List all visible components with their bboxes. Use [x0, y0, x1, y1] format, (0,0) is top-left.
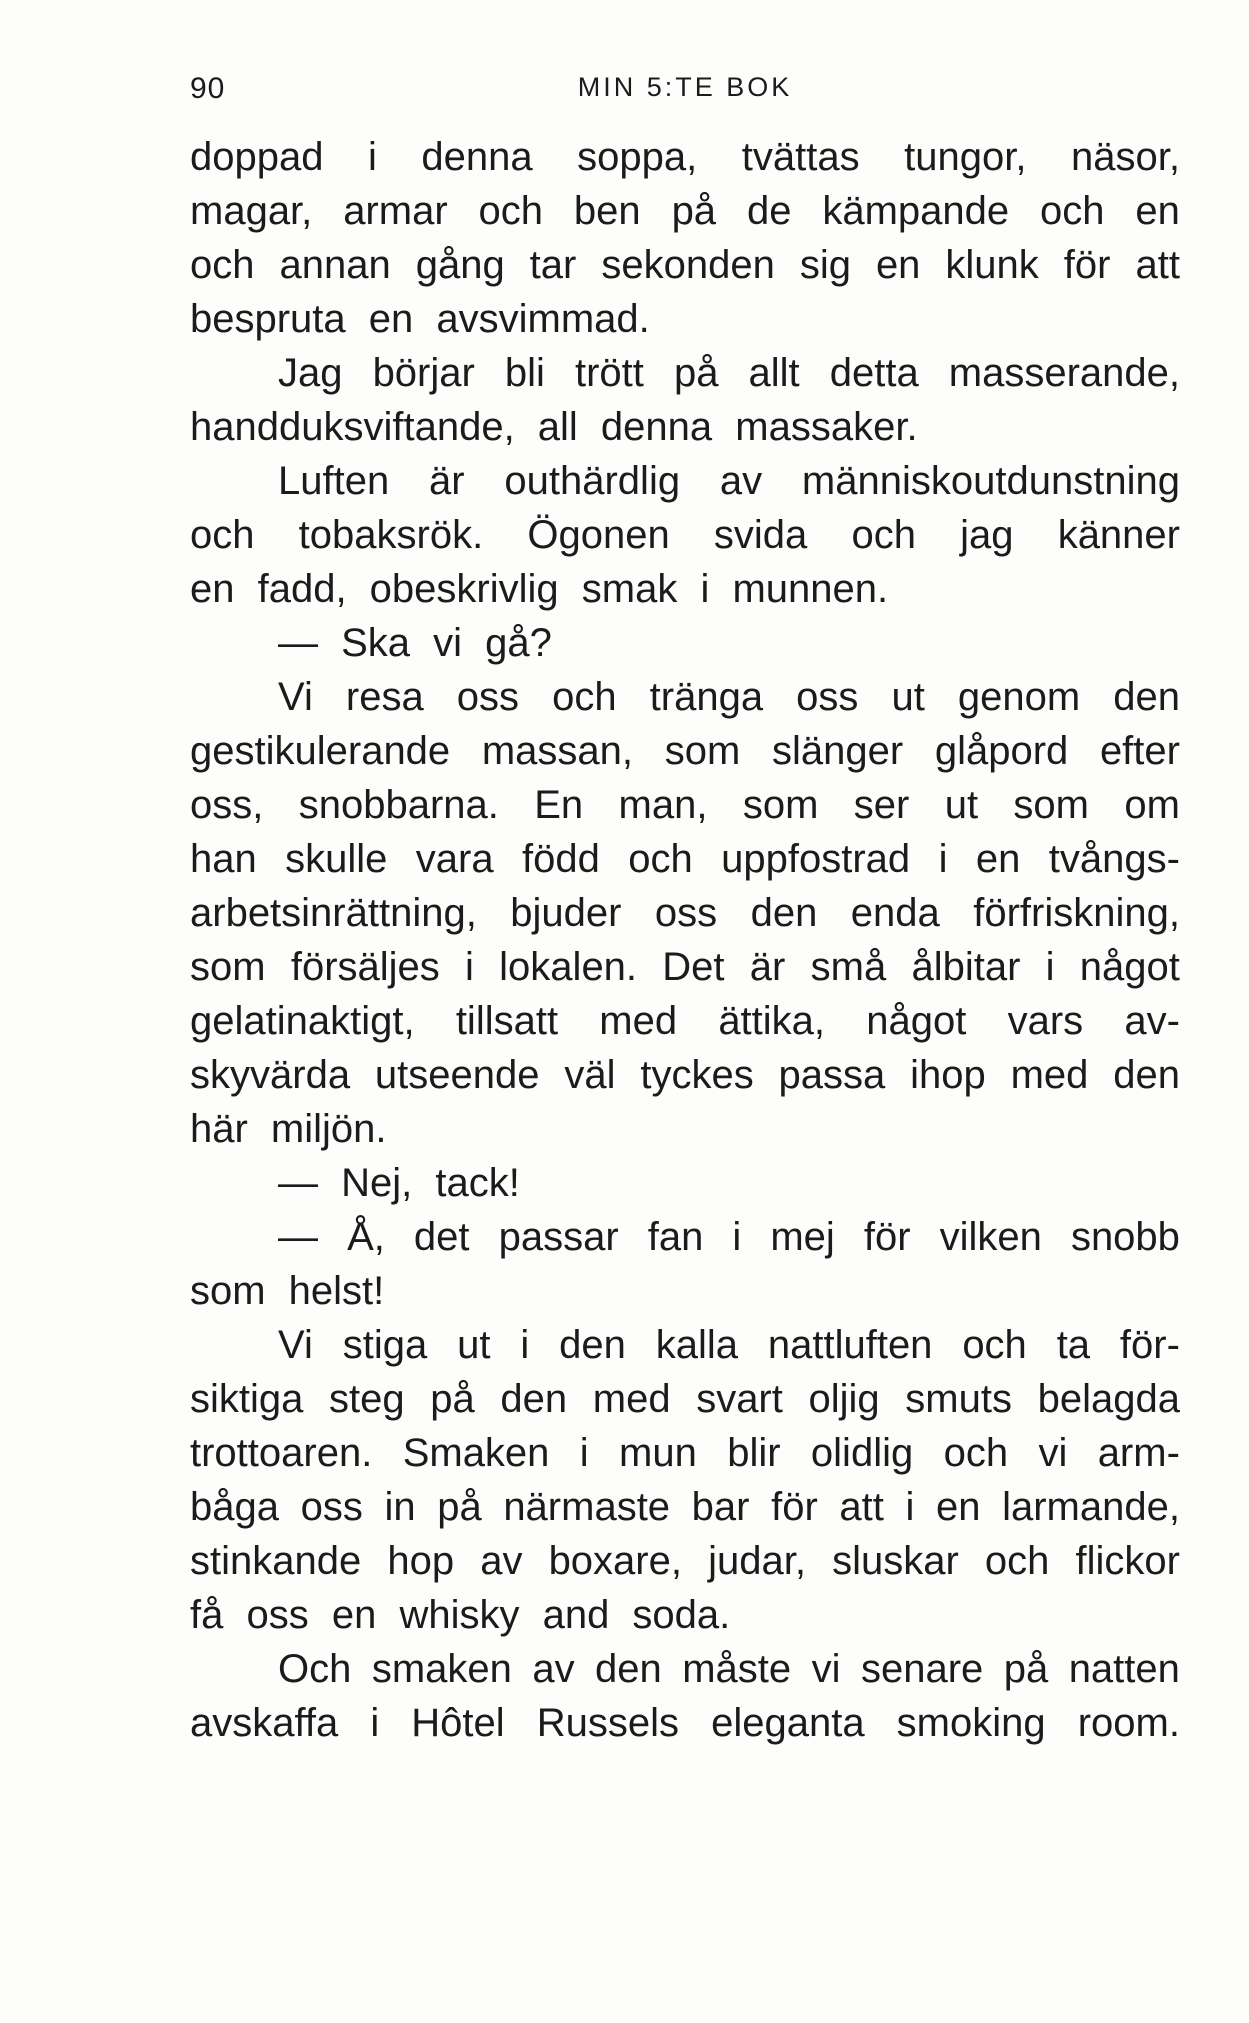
- text-line: [190, 994, 1180, 1048]
- word: jag: [960, 513, 1014, 557]
- word: soppa,: [577, 135, 698, 179]
- word: steg: [329, 1377, 405, 1421]
- word: ta: [1056, 1323, 1091, 1367]
- word: judar,: [708, 1539, 806, 1583]
- word: tränga: [649, 675, 764, 719]
- word: en: [875, 243, 921, 287]
- word: ser: [853, 783, 910, 827]
- word: av: [532, 1647, 575, 1691]
- word: vilken: [939, 1215, 1042, 1259]
- word: masserande,: [948, 351, 1180, 395]
- word: snobb: [1070, 1215, 1180, 1259]
- word: i: [732, 1215, 742, 1259]
- text-line: [190, 886, 1180, 940]
- word: senare: [860, 1647, 984, 1691]
- word: förfriskning,: [973, 891, 1180, 935]
- text-line: bespruta en avsvimmad.: [190, 297, 650, 341]
- word: i: [1045, 945, 1055, 989]
- word: med: [592, 1377, 671, 1421]
- text-line: [190, 184, 1180, 238]
- word: känner: [1057, 513, 1180, 557]
- word: och: [962, 1323, 1027, 1367]
- word: outhärdlig: [504, 459, 681, 503]
- word: smuts: [905, 1377, 1012, 1421]
- word: lokalen.: [499, 945, 638, 989]
- word: en: [1135, 189, 1180, 233]
- word: på: [437, 1485, 482, 1529]
- word: för: [771, 1485, 818, 1529]
- word: för: [863, 1215, 911, 1259]
- text-line: [190, 670, 1180, 724]
- page-number: 90: [190, 72, 226, 105]
- text-line: [190, 724, 1180, 778]
- word: som: [742, 783, 819, 827]
- word: han: [190, 837, 257, 881]
- word: mun: [619, 1431, 697, 1475]
- word: sig: [799, 243, 851, 287]
- running-title: MIN 5:TE BOK: [577, 72, 793, 102]
- word: smaken: [371, 1647, 512, 1691]
- running-head: [190, 72, 1180, 122]
- word: siktiga: [190, 1377, 304, 1421]
- word: att: [839, 1485, 884, 1529]
- text-line: [190, 130, 1180, 184]
- word: Vi: [278, 1323, 313, 1367]
- word: in: [384, 1485, 416, 1529]
- word: och: [478, 189, 544, 233]
- text-line: [190, 940, 1180, 994]
- word: gelatinaktigt,: [190, 999, 415, 1043]
- text-line: [190, 508, 1180, 562]
- word: svart: [696, 1377, 783, 1421]
- word: en: [975, 837, 1021, 881]
- word: för-: [1119, 1323, 1180, 1367]
- word: den: [1113, 1053, 1180, 1097]
- text-line: som helst!: [190, 1269, 385, 1313]
- text-line: [190, 1642, 1180, 1696]
- word: stinkande: [190, 1539, 362, 1583]
- word: belagda: [1037, 1377, 1180, 1421]
- word: kämpande: [822, 189, 1010, 233]
- word: olidlig: [810, 1431, 914, 1475]
- word: i: [520, 1323, 530, 1367]
- word: skulle: [285, 837, 388, 881]
- word: Hôtel: [411, 1701, 505, 1745]
- word: slänger: [771, 729, 904, 773]
- text-line: få oss en whisky and soda.: [190, 1593, 731, 1637]
- word: efter: [1099, 729, 1180, 773]
- word: Russels: [536, 1701, 680, 1745]
- word: man,: [618, 783, 708, 827]
- text-line: — Nej, tack!: [278, 1161, 520, 1205]
- word: detta: [829, 351, 919, 395]
- word: väl: [564, 1053, 616, 1097]
- word: oss: [300, 1485, 363, 1529]
- word: de: [746, 189, 792, 233]
- text-line: — Ska vi gå?: [278, 621, 552, 665]
- word: människoutdunstning: [801, 459, 1180, 503]
- word: oss: [456, 675, 520, 719]
- word: oss: [796, 675, 859, 719]
- word: glåpord: [934, 729, 1069, 773]
- word: om: [1124, 783, 1180, 827]
- word: En: [534, 783, 584, 827]
- word: i: [938, 837, 948, 881]
- word: med: [1010, 1053, 1089, 1097]
- word: bli: [504, 351, 545, 395]
- word: fan: [647, 1215, 704, 1259]
- word: den: [750, 891, 818, 935]
- word: Luften: [278, 459, 390, 503]
- word: Jag: [278, 351, 343, 395]
- text-line: [190, 1426, 1180, 1480]
- word: som: [1013, 783, 1089, 827]
- word: flickor: [1075, 1539, 1180, 1583]
- word: skyvärda: [190, 1053, 351, 1097]
- word: boxare,: [548, 1539, 682, 1583]
- word: oljig: [808, 1377, 880, 1421]
- word: och: [190, 243, 255, 287]
- word: gestikulerande: [190, 729, 451, 773]
- word: —: [278, 1215, 318, 1259]
- word: blir: [727, 1431, 781, 1475]
- word: genom: [957, 675, 1081, 719]
- word: det: [413, 1215, 470, 1259]
- word: ben: [573, 189, 641, 233]
- word: i: [579, 1431, 589, 1475]
- word: och: [552, 675, 617, 719]
- word: massan,: [481, 729, 634, 773]
- word: ut: [891, 675, 925, 719]
- word: måste: [682, 1647, 792, 1691]
- word: arm-: [1097, 1431, 1180, 1475]
- word: ut: [457, 1323, 491, 1367]
- word: sluskar: [832, 1539, 959, 1583]
- word: oss: [654, 891, 718, 935]
- word: och: [628, 837, 693, 881]
- text-line: [190, 1210, 1180, 1264]
- word: stiga: [342, 1323, 428, 1367]
- word: vara: [415, 837, 494, 881]
- word: något: [866, 999, 967, 1043]
- text-line: en fadd, obeskrivlig smak i munnen.: [190, 567, 889, 611]
- word: ålbitar: [911, 945, 1021, 989]
- word: av-: [1124, 999, 1180, 1043]
- word: närmaste: [503, 1485, 671, 1529]
- word: den: [595, 1647, 662, 1691]
- word: i: [368, 135, 377, 179]
- word: och: [1040, 189, 1105, 233]
- text-line: [190, 1696, 1180, 1750]
- word: passar: [498, 1215, 619, 1259]
- word: tar: [529, 243, 577, 287]
- word: och: [190, 513, 255, 557]
- word: tvångs-: [1048, 837, 1180, 881]
- word: arbetsinrättning,: [190, 891, 477, 935]
- word: denna: [421, 135, 533, 179]
- word: av: [719, 459, 763, 503]
- word: klunk: [945, 243, 1039, 287]
- body-text: [190, 130, 1180, 1750]
- word: tvättas: [741, 135, 860, 179]
- word: den: [500, 1377, 568, 1421]
- word: bjuder: [510, 891, 622, 935]
- word: Smaken: [402, 1431, 550, 1475]
- word: ihop: [910, 1053, 986, 1097]
- text-line: [190, 1318, 1180, 1372]
- word: i: [465, 945, 474, 989]
- word: Ögonen: [527, 513, 670, 557]
- word: hop: [387, 1539, 455, 1583]
- text-line: [190, 832, 1180, 886]
- word: trött: [574, 351, 644, 395]
- word: och: [943, 1431, 1009, 1475]
- word: vars: [1007, 999, 1084, 1043]
- word: tungor,: [904, 135, 1027, 179]
- word: små: [810, 945, 887, 989]
- word: Å,: [347, 1215, 385, 1259]
- text-line: [190, 346, 1180, 400]
- word: på: [673, 351, 719, 395]
- word: magar,: [190, 189, 313, 233]
- text-line: [190, 1372, 1180, 1426]
- text-line: handduksviftande, all denna massaker.: [190, 405, 918, 449]
- word: natten: [1068, 1647, 1180, 1691]
- word: som: [190, 945, 266, 989]
- word: i: [370, 1701, 380, 1745]
- word: doppad: [190, 135, 324, 179]
- word: en: [935, 1485, 981, 1529]
- word: börjar: [372, 351, 475, 395]
- text-line: [190, 1480, 1180, 1534]
- word: avskaffa: [190, 1701, 339, 1745]
- word: på: [671, 189, 717, 233]
- text-line: [190, 1534, 1180, 1588]
- word: sekonden: [601, 243, 775, 287]
- word: tobaksrök.: [298, 513, 484, 557]
- text-line: här miljön.: [190, 1107, 387, 1151]
- word: oss,: [190, 783, 264, 827]
- word: vi: [1038, 1431, 1068, 1475]
- word: eleganta: [711, 1701, 865, 1745]
- word: utseende: [374, 1053, 540, 1097]
- word: armar: [343, 189, 448, 233]
- word: försäljes: [290, 945, 440, 989]
- word: bar: [691, 1485, 750, 1529]
- text-line: [190, 1048, 1180, 1102]
- word: kalla: [655, 1323, 738, 1367]
- word: ättika,: [718, 999, 826, 1043]
- word: smoking: [896, 1701, 1046, 1745]
- book-page: [190, 72, 1180, 1750]
- word: Och: [278, 1647, 352, 1691]
- word: annan: [279, 243, 391, 287]
- word: och: [851, 513, 916, 557]
- word: med: [599, 999, 678, 1043]
- word: tillsatt: [455, 999, 559, 1043]
- word: den: [559, 1323, 626, 1367]
- word: på: [430, 1377, 475, 1421]
- word: ut: [944, 783, 979, 827]
- word: tyckes: [640, 1053, 754, 1097]
- word: något: [1079, 945, 1180, 989]
- word: näsor,: [1070, 135, 1180, 179]
- word: är: [429, 459, 465, 503]
- word: snobbarna.: [298, 783, 499, 827]
- word: room.: [1077, 1701, 1180, 1745]
- word: allt: [748, 351, 800, 395]
- word: Vi: [278, 675, 313, 719]
- word: uppfostrad: [721, 837, 911, 881]
- word: gång: [415, 243, 505, 287]
- text-line: [190, 454, 1180, 508]
- word: att: [1135, 243, 1180, 287]
- word: för: [1063, 243, 1111, 287]
- word: enda: [850, 891, 940, 935]
- word: nattluften: [767, 1323, 933, 1367]
- word: som: [664, 729, 741, 773]
- word: i: [905, 1485, 915, 1529]
- word: är: [749, 945, 786, 989]
- word: på: [1003, 1647, 1049, 1691]
- word: svida: [713, 513, 808, 557]
- word: trottoaren.: [190, 1431, 373, 1475]
- word: den: [1113, 675, 1180, 719]
- text-line: [190, 238, 1180, 292]
- word: vi: [811, 1647, 841, 1691]
- word: larmande,: [1002, 1485, 1180, 1529]
- word: född: [522, 837, 600, 881]
- word: och: [984, 1539, 1050, 1583]
- word: båga: [190, 1485, 279, 1529]
- word: mej: [770, 1215, 835, 1259]
- word: Det: [662, 945, 725, 989]
- word: resa: [345, 675, 424, 719]
- text-line: [190, 778, 1180, 832]
- word: av: [480, 1539, 523, 1583]
- word: passa: [778, 1053, 886, 1097]
